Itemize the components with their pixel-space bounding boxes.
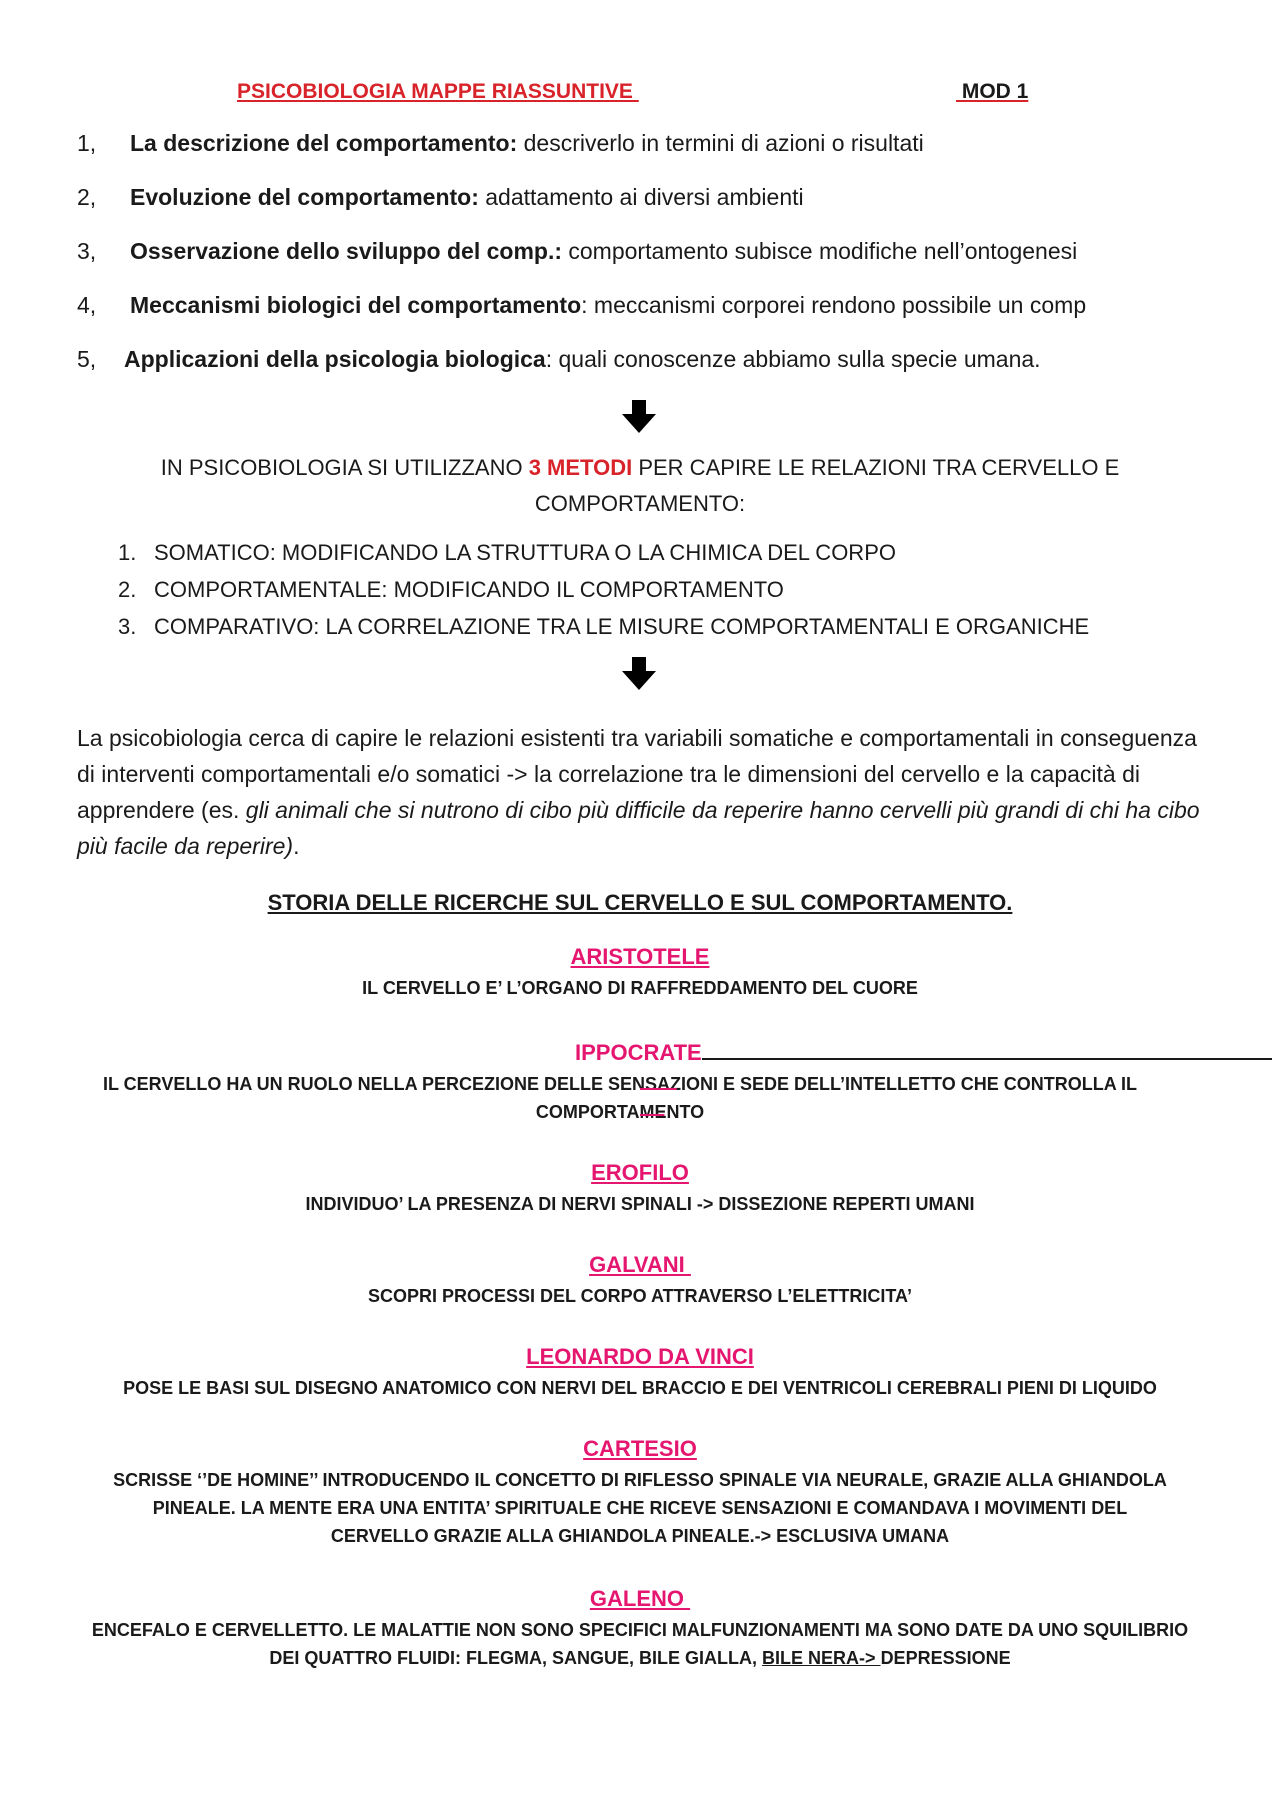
history-entry-ippocrate bbox=[70, 1040, 1210, 1126]
entry-description: SCRISSE ‘’DE HOMINE’’ INTRODUCENDO IL CONCETTO DI RIFLESSO SPINALE VIA NEURALE, GRAZIE ALLA GHIANDOLA PINEALE. LA MENTE ERA UNA ENTITA’ SPIRITUALE CHE RICEVE SENSAZIONI E COMANDAVA I MOVIMENTI DEL CERVELLO GRAZIE ALLA GHIANDOLA PINEALE.-> ESCLUSIVA UMANA bbox=[113, 1470, 1167, 1546]
entry-name: GALENO bbox=[589, 1586, 691, 1611]
method-text: SOMATICO: MODIFICANDO LA STRUTTURA O LA CHIMICA DEL CORPO bbox=[154, 540, 896, 565]
topic-text: : meccanismi corporei rendono possibile un comp bbox=[581, 292, 1087, 318]
entry-name-row bbox=[70, 1040, 1210, 1070]
entry-description: POSE LE BASI SUL DISEGNO ANATOMICO CON NERVI DEL BRACCIO E DEI VENTRICOLI CEREBRALI PIENI DI LIQUIDO bbox=[123, 1378, 1157, 1398]
paragraph-text: La psicobiologia cerca di capire le relazioni esistenti tra variabili somatiche e comportamentali in conseguenza di interventi comportamentali e/o somatici -> la correlazione tra le dimensioni del cervello e la capacità di apprendere (es. bbox=[77, 725, 1197, 823]
topic-item bbox=[77, 130, 1217, 184]
method-number: 3. bbox=[118, 614, 137, 639]
arrow-down-icon bbox=[620, 398, 658, 436]
summary-paragraph bbox=[77, 720, 1207, 864]
entry-name: LEONARDO DA VINCI bbox=[526, 1344, 754, 1369]
entry-name: EROFILO bbox=[591, 1160, 689, 1185]
topics-list bbox=[77, 130, 1217, 400]
topic-item bbox=[77, 292, 1217, 346]
horizontal-rule bbox=[702, 1040, 1272, 1060]
topic-title: La descrizione del comportamento: bbox=[130, 130, 518, 156]
methods-intro-text: PER CAPIRE LE RELAZIONI TRA CERVELLO E COMPORTAMENTO: bbox=[534, 455, 1120, 516]
topic-number: 4, bbox=[77, 292, 97, 318]
topic-title: Applicazioni della psicologia biologica bbox=[124, 346, 546, 372]
entry-name: ARISTOTELE bbox=[570, 944, 710, 969]
topic-number: 5, bbox=[77, 346, 97, 372]
methods-count-highlight: 3 METODI bbox=[528, 455, 633, 480]
topic-title: Evoluzione del comportamento: bbox=[130, 184, 479, 210]
topic-number: 2, bbox=[77, 184, 97, 210]
paragraph-end: . bbox=[293, 833, 300, 859]
topic-item bbox=[77, 238, 1217, 292]
topic-number: 1, bbox=[77, 130, 97, 156]
document-title: PSICOBIOLOGIA MAPPE RIASSUNTIVE bbox=[237, 80, 639, 103]
method-item bbox=[118, 614, 1218, 651]
method-text: COMPORTAMENTALE: MODIFICANDO IL COMPORTAMENTO bbox=[154, 577, 784, 602]
history-entry-aristotele bbox=[60, 944, 1220, 1002]
method-item bbox=[118, 540, 1218, 577]
history-heading: STORIA DELLE RICERCHE SUL CERVELLO E SUL COMPORTAMENTO. bbox=[267, 890, 1013, 915]
entry-description-underlined: BILE NERA-> bbox=[762, 1648, 881, 1668]
topic-title: Osservazione dello sviluppo del comp.: bbox=[130, 238, 562, 264]
history-entry-galeno bbox=[90, 1586, 1190, 1672]
entry-description-text: ENCEFALO E CERVELLETTO. LE MALATTIE NON SONO SPECIFICI MALFUNZIONAMENTI MA SONO DATE DA UNO SQUILIBRIO DEI QUATTRO FLUIDI: FLEGMA, SANGUE, BILE GIALLA, bbox=[91, 1620, 1189, 1668]
topic-text: : quali conoscenze abbiamo sulla specie umana. bbox=[545, 346, 1041, 372]
topic-text: adattamento ai diversi ambienti bbox=[478, 184, 804, 210]
methods-list bbox=[118, 540, 1218, 651]
topic-item bbox=[77, 346, 1217, 400]
history-entry-cartesio bbox=[110, 1436, 1170, 1550]
topic-text: comportamento subisce modifiche nell’ontogenesi bbox=[562, 238, 1078, 264]
topic-text: descriverlo in termini di azioni o risultati bbox=[517, 130, 924, 156]
history-entry-galvani bbox=[60, 1252, 1220, 1310]
method-text: COMPARATIVO: LA CORRELAZIONE TRA LE MISURE COMPORTAMENTALI E ORGANICHE bbox=[154, 614, 1090, 639]
entry-description: IL CERVELLO HA UN RUOLO NELLA PERCEZIONE DELLE SENSAZIONI E SEDE DELL’INTELLETTO CHE CONTROLLA IL COMPORTAMENTO bbox=[102, 1074, 1138, 1122]
entry-description: INDIVIDUO’ LA PRESENZA DI NERVI SPINALI -> DISSEZIONE REPERTI UMANI bbox=[305, 1194, 975, 1214]
method-number: 1. bbox=[118, 540, 137, 565]
entry-description-text: DEPRESSIONE bbox=[880, 1648, 1011, 1668]
arrow-down-icon bbox=[620, 655, 658, 693]
method-number: 2. bbox=[118, 577, 137, 602]
entry-description: IL CERVELLO E’ L’ORGANO DI RAFFREDDAMENTO DEL CUORE bbox=[362, 978, 918, 998]
document-header bbox=[0, 80, 1280, 110]
entry-name: IPPOCRATE bbox=[575, 1040, 702, 1065]
entry-name: CARTESIO bbox=[583, 1436, 697, 1461]
methods-intro bbox=[90, 450, 1190, 522]
method-item bbox=[118, 577, 1218, 614]
methods-intro-text: IN PSICOBIOLOGIA SI UTILIZZANO bbox=[160, 455, 529, 480]
topic-item bbox=[77, 184, 1217, 238]
entry-description: SCOPRI PROCESSI DEL CORPO ATTRAVERSO L’ELETTRICITA’ bbox=[367, 1286, 913, 1306]
paragraph-italic-example: gli animali che si nutrono di cibo più difficile da reperire hanno cervelli più grandi di chi ha cibo più facile da reperire) bbox=[77, 797, 1200, 859]
topic-number: 3, bbox=[77, 238, 97, 264]
history-entry-erofilo bbox=[60, 1160, 1220, 1218]
topic-title: Meccanismi biologici del comportamento bbox=[130, 292, 582, 318]
entry-description bbox=[90, 1616, 1190, 1672]
history-entry-leonardo bbox=[60, 1344, 1220, 1402]
entry-name: GALVANI bbox=[589, 1252, 691, 1277]
module-label: MOD 1 bbox=[956, 80, 1029, 103]
